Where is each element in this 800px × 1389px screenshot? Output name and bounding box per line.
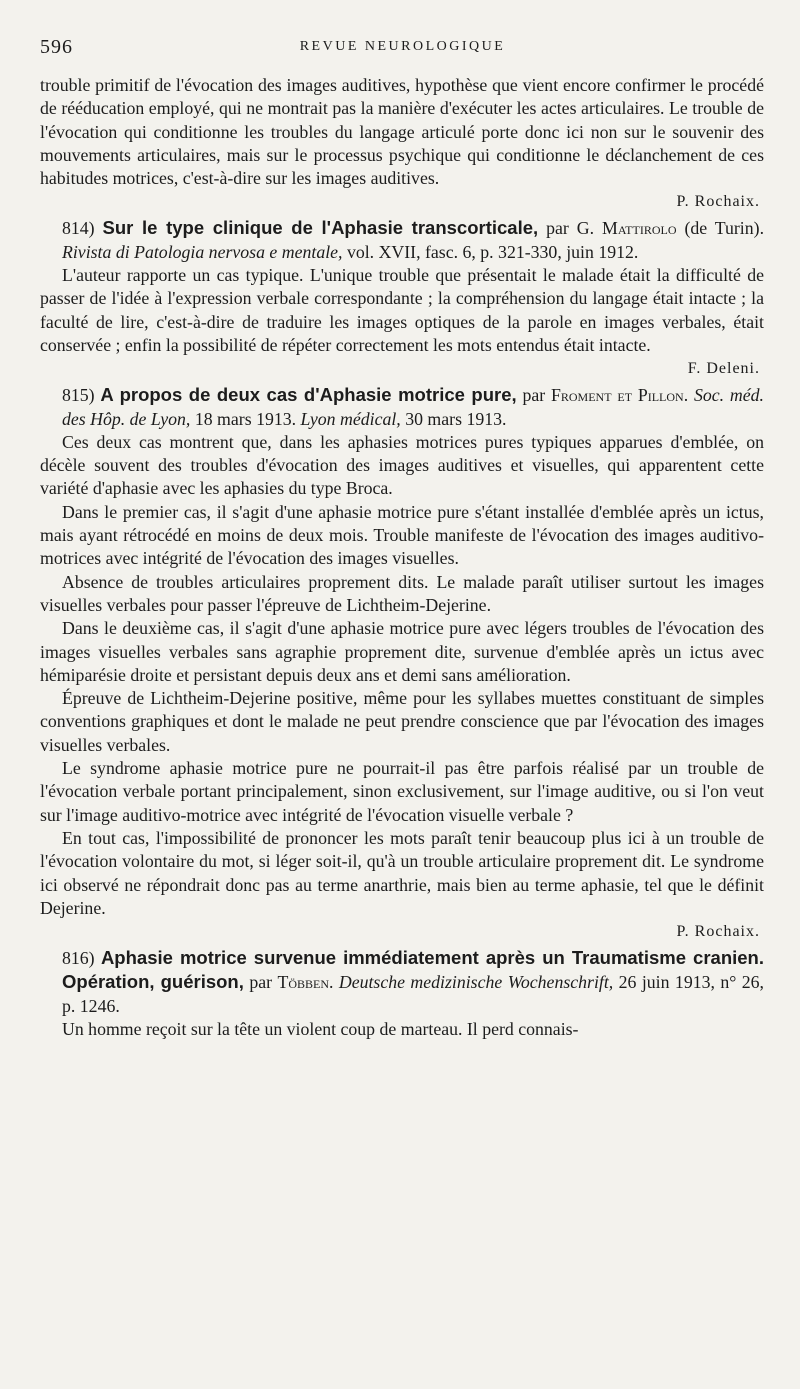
- page-number: 596: [40, 36, 73, 58]
- abstract-816: [40, 946, 764, 1041]
- abstract-reference: 26 juin 1913, n° 26, p. 1246.: [62, 972, 764, 1016]
- abstract-815-heading: [40, 383, 764, 431]
- running-head: [40, 36, 765, 60]
- abstract-paragraph: Ces deux cas montrent que, dans les aphasies motrices pures typiques apparues d'emblée, on décèle souvent des troubles d'évocation des images auditives et visuelles, qui apparentent cette variété d'aphasie avec les aphasies du type Broca.: [40, 431, 764, 499]
- abstract-title: A propos de deux cas d'Aphasie motrice pure,: [100, 384, 517, 406]
- abstract-paragraph: L'auteur rapporte un cas typique. L'unique trouble que présentait le malade était la difficulté de passer de l'idée à l'expression verbale correspondante ; la compréhension du langage était intacte ; la faculté de lire, c'est-à-dire de traduire les images optiques de la parole en images verbales, était conservée ; enfin la possibilité de répéter correctement les mots entendus était intacte.: [40, 265, 764, 355]
- abstract-number: 814): [62, 218, 95, 239]
- abstract-paragraph: Dans le premier cas, il s'agit d'une aphasie motrice pure s'étant installée d'emblée après un ictus, mais ayant rétrocédé en moins de deux mois. Trouble manifeste de l'évocation des images auditivo-motrices avec intégrité de l'évocation des images visuelles.: [40, 501, 764, 569]
- abstract-journal: Rivista di Patologia nervosa e mentale,: [62, 241, 343, 262]
- intro-paragraph: trouble primitif de l'évocation des images auditives, hypothèse que vient encore confirmer le procédé de rééducation employé, qui ne montrait pas la manière d'exécuter les actes articulaires. Le trouble de l'évocation qui conditionne les troubles du langage articulé porte donc ici non sur le souvenir des mouvements articulaires, mais sur le processus psychique qui conditionne le déclanchement de ces habitudes motrices, c'est-à-dire sur les images auditives.: [40, 75, 764, 189]
- abstract-signature: P. Rochaix.: [676, 923, 760, 941]
- abstract-reference: vol. XVII, fasc. 6, p. 321-330, juin 1912.: [346, 241, 639, 262]
- abstract-814: [40, 216, 764, 381]
- journal-title: REVUE NEUROLOGIQUE: [299, 39, 506, 54]
- abstract-journal: Deutsche medizinische Wochenschrift,: [338, 972, 614, 993]
- abstract-paragraph: Absence de troubles articulaires proprement dits. Le malade paraît utiliser surtout les images visuelles verbales pour passer l'épreuve de Lichtheim-Dejerine.: [40, 571, 764, 615]
- abstract-number: 816): [62, 948, 95, 969]
- page-body: [40, 74, 764, 1041]
- abstract-reference: 18 mars 1913.: [194, 408, 297, 429]
- abstract-by: par: [249, 972, 273, 993]
- abstract-author: Froment et Pillon.: [551, 385, 689, 406]
- abstract-815: [40, 383, 764, 944]
- abstract-by: par: [522, 385, 546, 406]
- abstract-number: 815): [62, 385, 95, 406]
- abstract-paragraph: Épreuve de Lichtheim-Dejerine positive, même pour les syllabes muettes constituant de simples conventions graphiques et dont le malade ne peut prendre conscience que par l'évocation des images visuelles verbales.: [40, 688, 764, 755]
- abstract-by: par: [546, 218, 569, 239]
- abstract-paragraph: Dans le deuxième cas, il s'agit d'une aphasie motrice pure avec légers troubles de l'évocation des images visuelles verbales sans agraphie proprement dite, survenue d'emblée après un ictus avec hémiparésie droite et persistant depuis deux ans et demi sans amélioration.: [40, 618, 764, 685]
- abstract-816-heading: [40, 946, 764, 1018]
- abstract-journal-2: Lyon médical,: [300, 408, 401, 429]
- abstract-journal: Soc. méd. des Hôp. de Lyon,: [62, 385, 764, 429]
- abstract-814-heading: [40, 216, 764, 264]
- abstract-paragraph: Le syndrome aphasie motrice pure ne pourrait-il pas être parfois réalisé par un trouble de l'évocation verbale portant principalement, sinon exclusivement, sur l'image auditive, ou si l'on veut sur l'image auditivo-motrice avec intégrité de l'évocation visuelle verbale ?: [40, 758, 764, 825]
- abstract-author: G. Mattirolo: [576, 218, 677, 239]
- intro-signature: P. Rochaix.: [676, 193, 760, 211]
- abstract-title: Aphasie motrice survenue immédiatement après un Traumatisme cranien. Opération, guérison,: [62, 947, 764, 993]
- abstract-affiliation: (de Turin).: [684, 218, 765, 239]
- abstract-title: Sur le type clinique de l'Aphasie transcorticale,: [102, 217, 539, 239]
- abstract-reference-2: 30 mars 1913.: [405, 408, 507, 429]
- abstract-signature: F. Deleni.: [687, 360, 760, 378]
- abstract-author: Többen.: [277, 972, 334, 993]
- abstract-paragraph: En tout cas, l'impossibilité de prononcer les mots paraît tenir beaucoup plus ici à un trouble de l'évocation volontaire du mot, si léger soit-il, qu'à un trouble articulaire proprement dit. Le syndrome ici observé ne répondrait donc pas au terme anarthrie, mais bien au terme aphasie, tel que le définit Dejerine.: [40, 827, 764, 918]
- abstract-paragraph: Un homme reçoit sur la tête un violent coup de marteau. Il perd connais-: [62, 1018, 579, 1039]
